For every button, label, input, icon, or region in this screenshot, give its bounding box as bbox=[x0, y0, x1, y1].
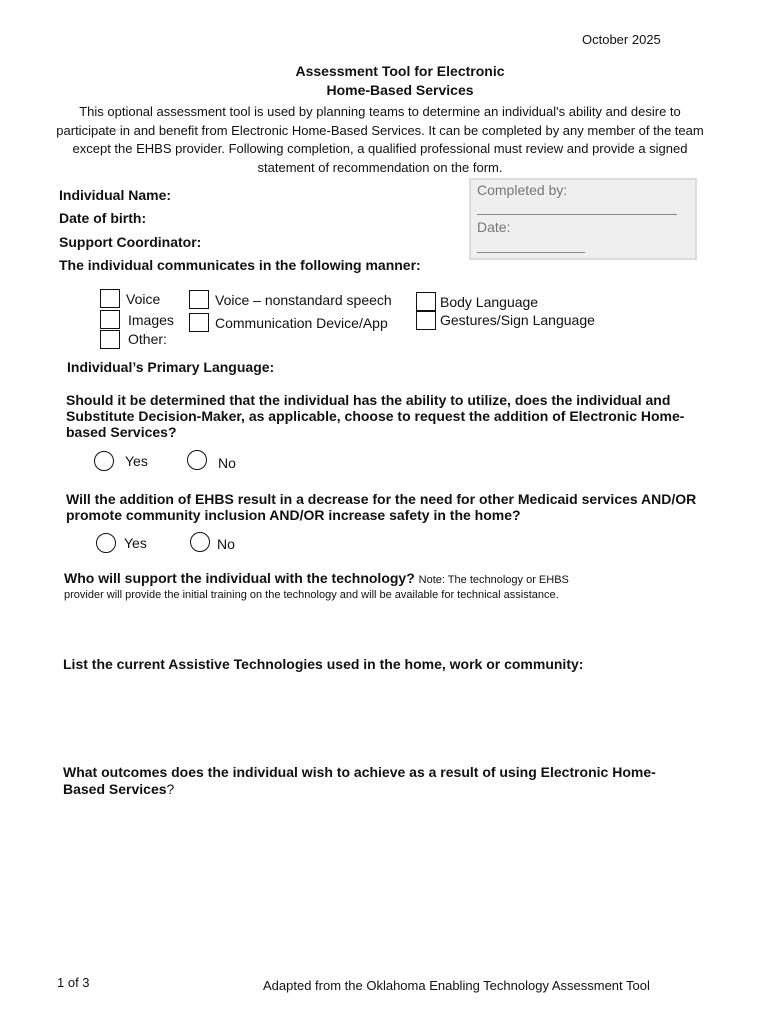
question-ehbs-impact: Will the addition of EHBS result in a decrease for the need for other Medicaid services AND/OR promote community inclusion AND/OR increase safety in the home? bbox=[66, 491, 697, 523]
technology-note-continued: provider will provide the initial training on the technology and will be available for technical assistance. bbox=[64, 589, 559, 601]
footer-attribution: Adapted from the Oklahoma Enabling Technology Assessment Tool bbox=[263, 978, 650, 993]
question-assistive-technologies: List the current Assistive Technologies used in the home, work or community: bbox=[63, 656, 584, 672]
communication-device-label: Communication Device/App bbox=[215, 315, 388, 331]
images-option-label: Images bbox=[128, 312, 174, 328]
body-language-label: Body Language bbox=[440, 294, 539, 310]
q2-yes-label: Yes bbox=[124, 535, 147, 551]
other-checkbox[interactable] bbox=[100, 330, 120, 349]
form-title-line1: Assessment Tool for Electronic bbox=[295, 63, 505, 79]
completed-by-label: Completed by: bbox=[477, 182, 568, 198]
gestures-checkbox[interactable] bbox=[416, 311, 436, 330]
voice-nonstandard-label: Voice – nonstandard speech bbox=[215, 292, 392, 308]
voice-checkbox[interactable] bbox=[100, 289, 120, 308]
completed-by-line[interactable] bbox=[477, 214, 677, 215]
q1-yes-label: Yes bbox=[125, 453, 148, 469]
completed-date-line[interactable] bbox=[477, 252, 585, 253]
technology-note: Note: The technology or EHBS bbox=[418, 574, 569, 586]
completed-by-box bbox=[469, 178, 697, 260]
question-technology-support-text: Who will support the individual with the technology? bbox=[64, 570, 415, 586]
q2-no-radio[interactable] bbox=[190, 532, 210, 552]
primary-language-label: Individual’s Primary Language: bbox=[67, 359, 275, 375]
completed-date-label: Date: bbox=[477, 219, 511, 235]
q1-yes-radio[interactable] bbox=[94, 451, 114, 471]
voice-option-label: Voice bbox=[126, 291, 161, 307]
q1-no-label: No bbox=[218, 455, 236, 471]
document-date: October 2025 bbox=[582, 32, 661, 47]
q1-no-radio[interactable] bbox=[187, 450, 207, 470]
q2-yes-radio[interactable] bbox=[96, 533, 116, 553]
gestures-label: Gestures/Sign Language bbox=[440, 312, 595, 328]
q2-no-label: No bbox=[217, 536, 235, 552]
communication-manner-label: The individual communicates in the following manner: bbox=[59, 257, 421, 273]
form-title-line2: Home-Based Services bbox=[326, 82, 474, 98]
body-language-checkbox[interactable] bbox=[416, 292, 436, 311]
page-number: 1 of 3 bbox=[57, 975, 90, 990]
intro-paragraph: This optional assessment tool is used by planning teams to determine an individual's ability and desire to participate in and benefit from Electronic Home-Based Services. It can be completed by any member of the team except the EHBS provider. Following completion, a qualified professional must review and provide a signed statement of recommendation on the form. bbox=[56, 104, 704, 175]
communication-device-checkbox[interactable] bbox=[189, 313, 209, 332]
date-of-birth-label: Date of birth: bbox=[59, 210, 147, 226]
images-checkbox[interactable] bbox=[100, 310, 120, 329]
question-request-ehbs: Should it be determined that the individual has the ability to utilize, does the individual and Substitute Decision-Maker, as applicable, choose to request the addition of Electronic Home-based Services? bbox=[66, 392, 685, 440]
individual-name-label: Individual Name: bbox=[59, 187, 172, 203]
question-desired-outcomes-text: What outcomes does the individual wish to achieve as a result of using Electronic Home-Based Services bbox=[63, 764, 656, 797]
voice-nonstandard-checkbox[interactable] bbox=[189, 290, 209, 309]
question-mark: ? bbox=[166, 781, 175, 797]
question-technology-support bbox=[64, 570, 569, 586]
support-coordinator-label: Support Coordinator: bbox=[59, 234, 202, 250]
question-desired-outcomes bbox=[63, 764, 663, 798]
other-option-label: Other: bbox=[128, 331, 167, 347]
